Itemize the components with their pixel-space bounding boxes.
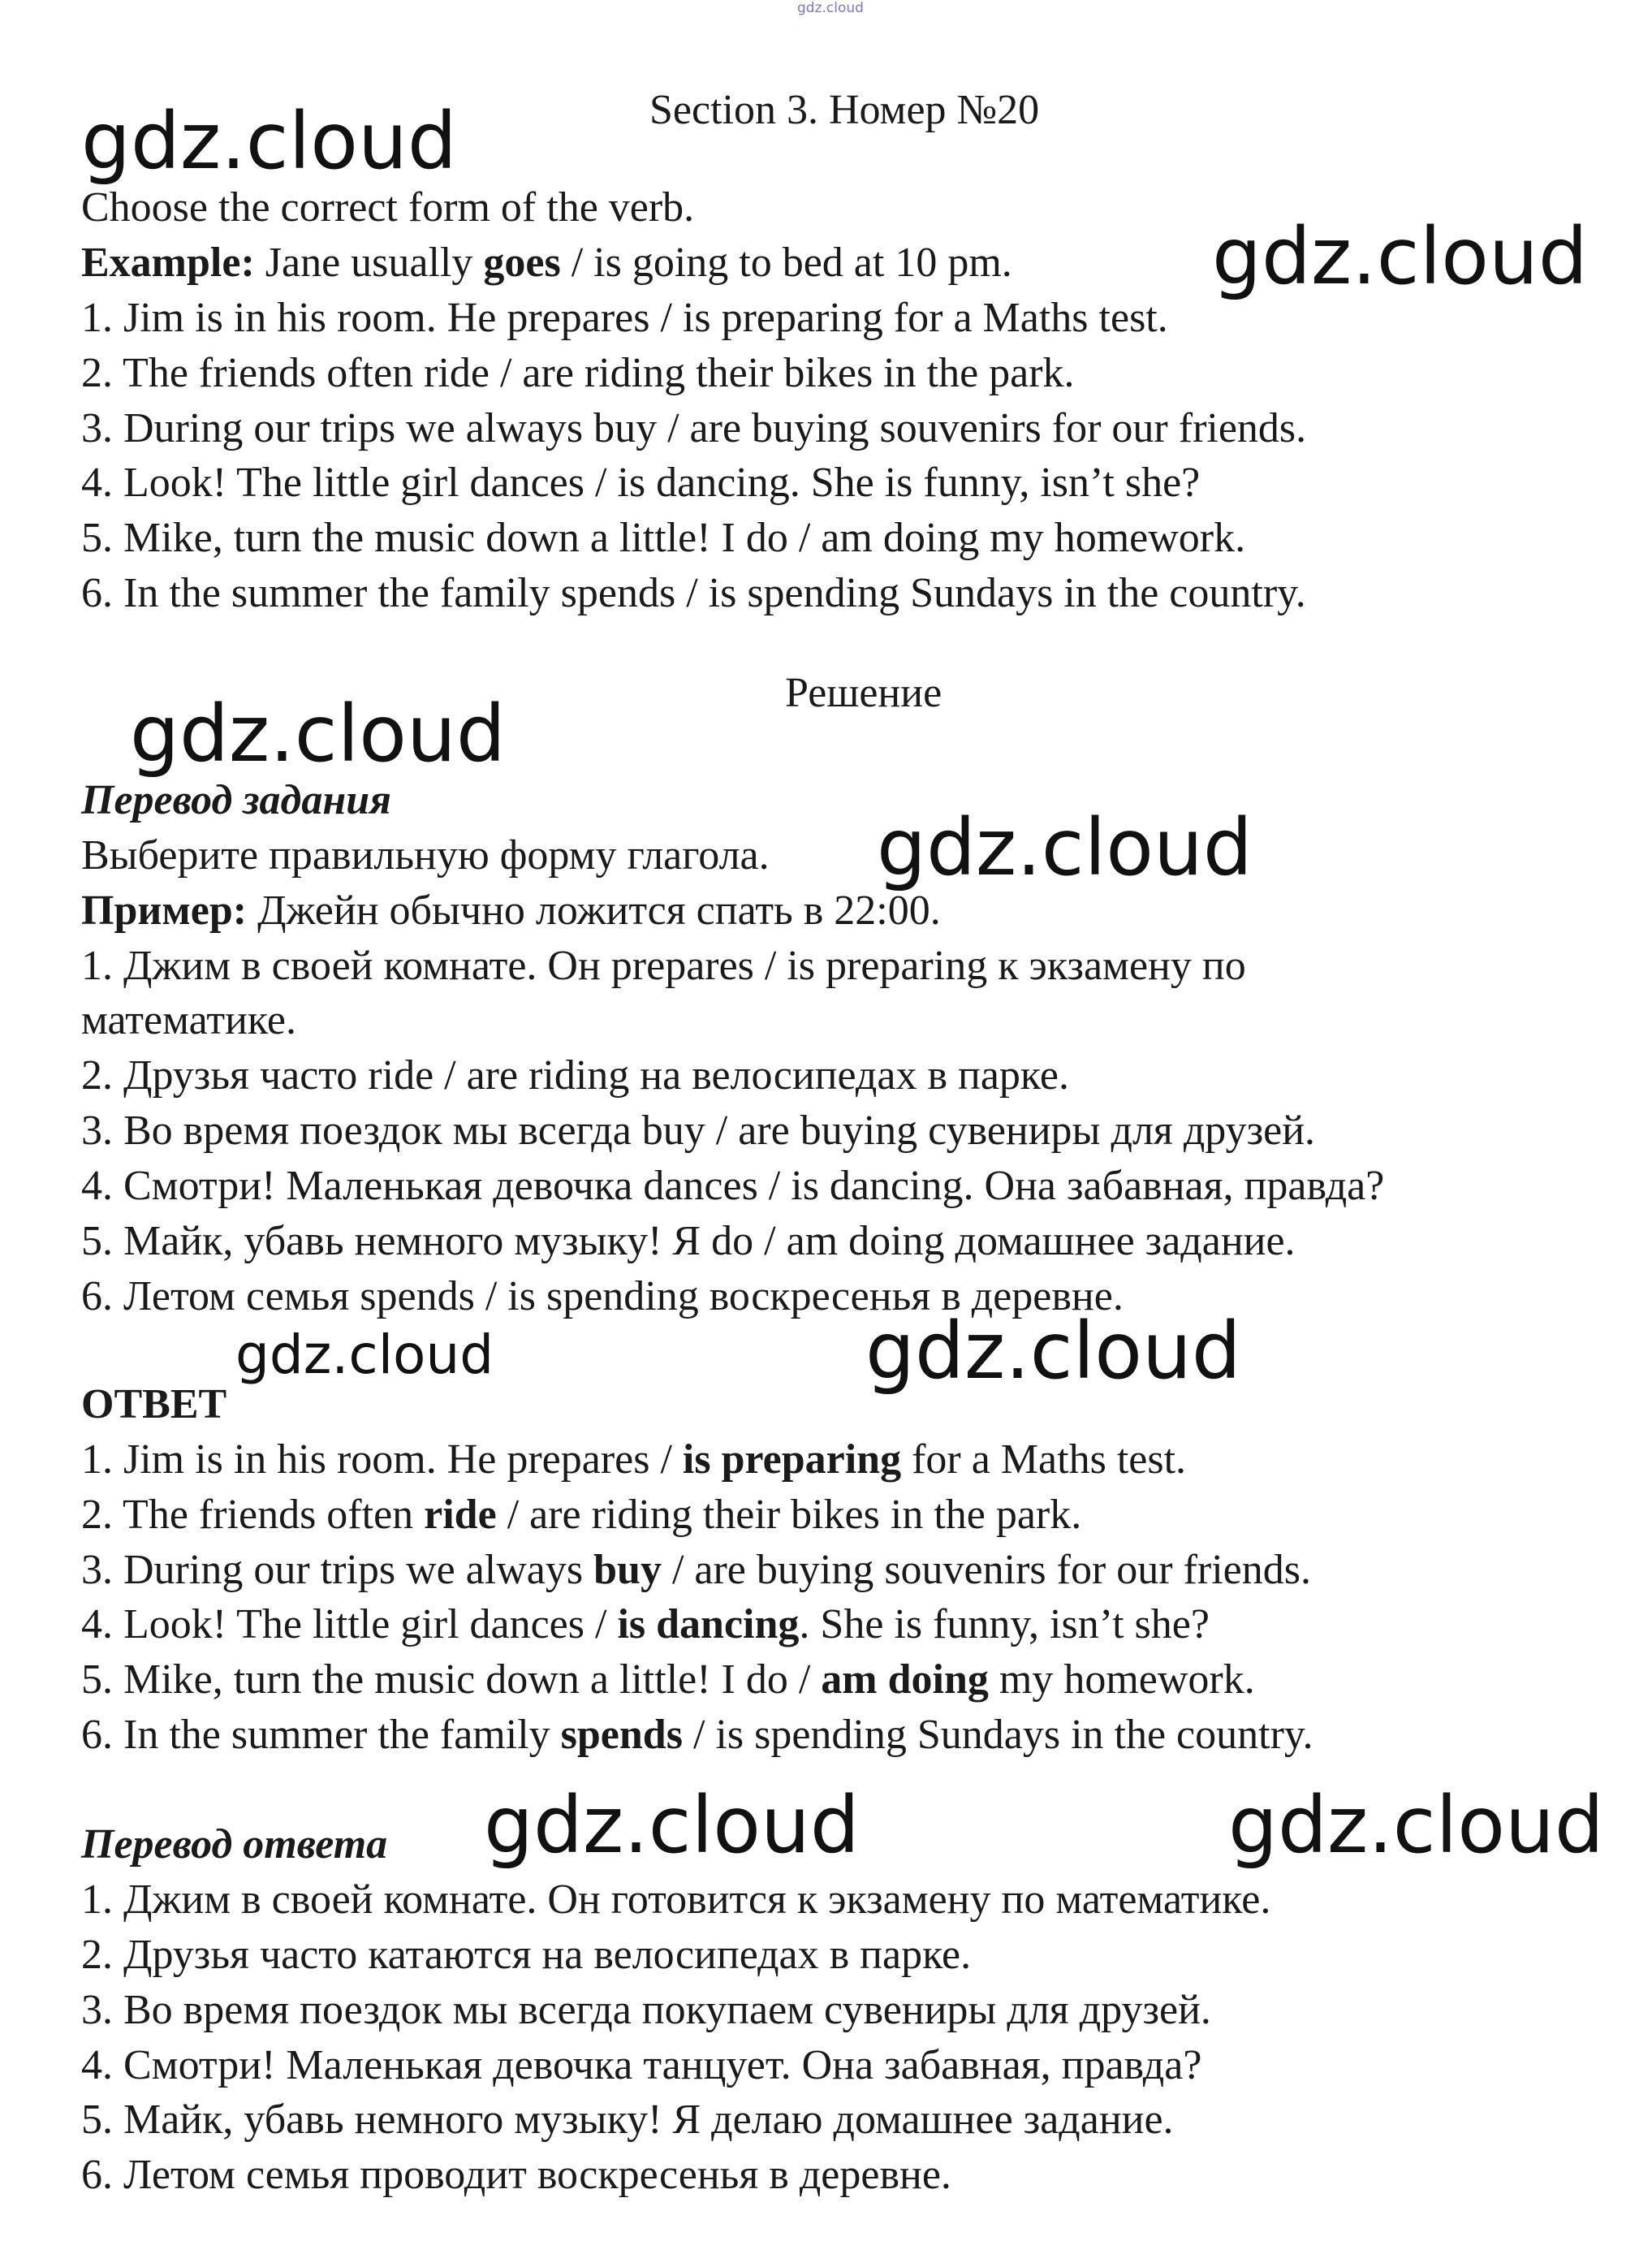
translation-item: 5. Майк, убавь немного музыку! Я do / am doing домашнее задание.: [81, 1218, 1296, 1264]
answer-choice: buy: [593, 1547, 662, 1593]
answer-text: / are buying souvenirs for our friends.: [661, 1547, 1311, 1593]
answer-text: 2. The friends often: [81, 1492, 425, 1538]
task-item: 6. In the summer the family spends / is spending Sundays in the country.: [81, 570, 1306, 616]
task-item: 5. Mike, turn the music down a little! I do / am doing my homework.: [81, 515, 1246, 561]
task-item: 4. Look! The little girl dances / is dancing. She is funny, isn’t she?: [81, 460, 1201, 506]
page-title: Section 3. Номер №20: [649, 87, 1040, 133]
answer-translation-item: 3. Во время поездок мы всегда покупаем сувениры для друзей.: [81, 1987, 1211, 2033]
watermark: gdz.cloud: [235, 1323, 494, 1386]
translation-example-label: Пример:: [81, 887, 248, 934]
task-example: [81, 242, 1012, 284]
answer-translation-item: 6. Летом семья проводит воскресенья в деревне.: [81, 2152, 951, 2198]
translation-example: [81, 887, 941, 934]
watermark: gdz.cloud: [1212, 211, 1588, 302]
answer-text: 5. Mike, turn the music down a little! I do /: [81, 1656, 822, 1703]
answer-text: / is spending Sundays in the country.: [682, 1712, 1313, 1758]
answer-text: my homework.: [988, 1656, 1255, 1703]
translation-item: 1. Джим в своей комнате. Он prepares / is preparing к экзамену по: [81, 943, 1246, 989]
answer-text: for a Maths test.: [901, 1436, 1187, 1483]
task-item: 2. The friends often ride / are riding their bikes in the park.: [81, 350, 1075, 396]
example-text-a: Jane usually: [254, 240, 484, 286]
answer-translation-item: 5. Майк, убавь немного музыку! Я делаю домашнее задание.: [81, 2096, 1174, 2143]
solution-heading: Решение: [785, 670, 942, 716]
watermark: gdz.cloud: [1228, 1780, 1604, 1871]
example-label: Example:: [81, 240, 255, 286]
answer-heading: ОТВЕТ: [81, 1381, 227, 1427]
answer-item: [81, 1656, 1255, 1703]
task-item: 3. During our trips we always buy / are buying souvenirs for our friends.: [81, 405, 1307, 451]
example-text-b: / is going to bed at 10 pm.: [560, 240, 1012, 286]
answer-choice: is dancing: [617, 1601, 800, 1647]
answer-translation-item: 2. Друзья часто катаются на велосипедах в парке.: [81, 1932, 972, 1978]
answer-translation-item: 4. Смотри! Маленькая девочка танцует. Она забавная, правда?: [81, 2042, 1202, 2088]
answer-item: [81, 1714, 1313, 1756]
task-item: 1. Jim is in his room. He prepares / is preparing for a Maths test.: [81, 295, 1168, 341]
answer-item: [81, 1436, 1187, 1483]
answer-text: 4. Look! The little girl dances /: [81, 1601, 618, 1647]
watermark: gdz.cloud: [865, 1306, 1241, 1397]
translation-item: математике.: [81, 997, 296, 1043]
watermark: gdz.cloud: [81, 96, 457, 187]
answer-text: 6. In the summer the family: [81, 1712, 561, 1758]
translation-item: 3. Во время поездок мы всегда buy / are buying сувениры для друзей.: [81, 1108, 1316, 1154]
answer-text: . She is funny, isn’t she?: [799, 1601, 1210, 1647]
answer-choice: spends: [560, 1712, 683, 1758]
answer-choice: is preparing: [682, 1436, 902, 1483]
translation-instruction: Выберите правильную форму глагола.: [81, 832, 770, 879]
watermark: gdz.cloud: [484, 1780, 860, 1871]
translation-item: 4. Смотри! Маленькая девочка dances / is dancing. Она забавная, правда?: [81, 1163, 1385, 1209]
answer-text: 3. During our trips we always: [81, 1547, 594, 1593]
answer-choice: am doing: [821, 1656, 989, 1703]
answer-item: [81, 1494, 1081, 1536]
answer-text: 1. Jim is in his room. He prepares /: [81, 1436, 683, 1483]
example-bold: goes: [483, 240, 561, 286]
translation-heading: Перевод задания: [81, 777, 391, 823]
watermark: gdz.cloud: [130, 689, 506, 779]
task-instruction: Choose the correct form of the verb.: [81, 184, 695, 231]
answer-translation-heading: Перевод ответа: [81, 1821, 388, 1868]
translation-item: 6. Летом семья spends / is spending воскресенья в деревне.: [81, 1273, 1124, 1319]
translation-example-text: Джейн обычно ложится спать в 22:00.: [247, 887, 941, 934]
translation-item: 2. Друзья часто ride / are riding на велосипедах в парке.: [81, 1052, 1069, 1099]
answer-item: [81, 1601, 1210, 1647]
answer-choice: ride: [424, 1492, 497, 1538]
answer-translation-item: 1. Джим в своей комнате. Он готовится к экзамену по математике.: [81, 1876, 1271, 1923]
watermark: gdz.cloud: [877, 802, 1253, 893]
answer-text: / are riding their bikes in the park.: [496, 1492, 1082, 1538]
answer-item: [81, 1549, 1311, 1591]
top-watermark: gdz.cloud: [797, 0, 864, 16]
